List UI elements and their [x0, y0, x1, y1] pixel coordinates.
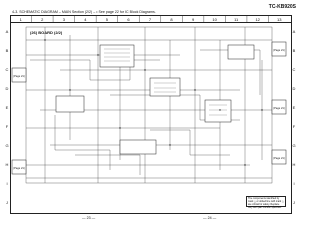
column-number: 7	[148, 17, 152, 22]
column-number: 11	[234, 17, 239, 22]
column-number: 9	[191, 17, 195, 22]
connector-right-lower-label: (Page 21)	[273, 157, 285, 160]
diagram-title: 4-3. SCHEMATIC DIAGRAM – MAIN Section (2/2) – • See page 22 for IC Block Diagrams.	[12, 10, 156, 14]
connector-right-mid-label: (Page 21)	[273, 107, 285, 110]
row-letter: J	[293, 200, 295, 205]
column-number: 2	[41, 17, 44, 22]
column-number: 12	[255, 17, 260, 22]
row-letter: F	[5, 124, 9, 129]
row-letter: A	[5, 29, 9, 34]
page-number-right: — 24 —	[203, 216, 217, 220]
row-letter: I	[293, 181, 295, 186]
column-number: 13	[276, 17, 282, 22]
row-letter: E	[292, 105, 296, 110]
row-letter: D	[292, 86, 296, 91]
column-number: 1	[19, 17, 22, 22]
row-letter: C	[292, 67, 296, 72]
column-number: 3	[62, 17, 65, 22]
model-number: TC-KB920S	[268, 4, 296, 10]
ic-block-left	[56, 96, 84, 112]
row-letter: H	[5, 162, 9, 167]
column-number: 5	[105, 17, 109, 22]
row-letter: A	[292, 29, 296, 34]
ic-block-top-right	[228, 45, 254, 59]
ic-block-upper	[100, 45, 134, 67]
row-letter: F	[292, 124, 296, 129]
row-letter: D	[5, 86, 9, 91]
row-letter: C	[5, 67, 9, 72]
row-letter: B	[5, 48, 9, 53]
column-number: 8	[170, 17, 173, 22]
row-letter: G	[292, 143, 296, 148]
row-letter: J	[6, 200, 8, 205]
page-number-left: — 23 —	[82, 216, 96, 220]
connector-right-top-label: (Page 21)	[273, 49, 285, 52]
connector-left-top-label: (Page 21)	[13, 75, 25, 78]
column-number: 6	[127, 17, 130, 22]
board-label: (26) BOARD (2/2)	[30, 30, 63, 35]
row-letter: H	[292, 162, 296, 167]
row-letter: E	[5, 105, 9, 110]
row-letter: G	[5, 143, 9, 148]
ic-block-right	[205, 100, 231, 122]
ic-block-lower	[120, 140, 156, 154]
ic-block-middle	[150, 78, 180, 96]
column-number: 10	[212, 17, 217, 22]
connector-left-bottom-label: (Page 21)	[13, 167, 25, 170]
row-letter: I	[6, 181, 8, 186]
safety-note: The components identified by mark △ or dotted line with mark △ are critical for safety. Replace only with part number specified.	[246, 196, 286, 207]
column-number: 4	[84, 17, 87, 22]
row-letter: B	[292, 48, 296, 53]
